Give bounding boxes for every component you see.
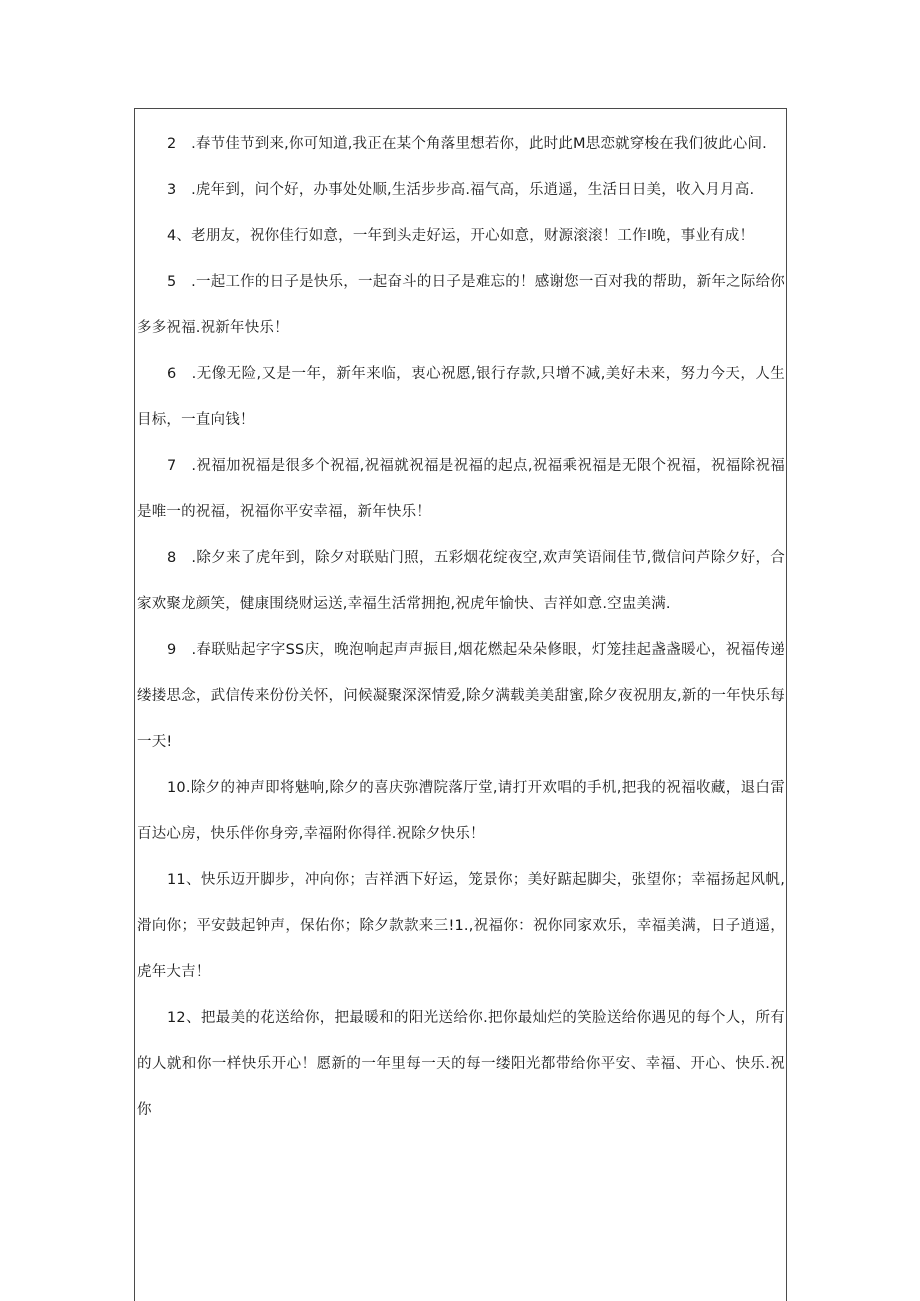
paragraph-9: 9 .春联贴起字字SS庆，晚泡响起声声振目,烟花燃起朵朵修眼，灯笼挂起盏盏暖心，祝福传递缕搂思念，武信传来份份关怀，问候凝聚深深情爱,除夕满载美美甜蜜,除夕夜祝朋友,新的一年快乐每一天! bbox=[137, 642, 785, 750]
paragraph-7: 7 .祝福加祝福是很多个祝福,祝福就祝福是祝福的起点,祝福乘祝福是无限个祝福，祝福除祝福是唯一的祝福，祝福你平安幸福，新年快乐！ bbox=[137, 458, 785, 520]
paragraph-4: 4、老朋友，祝你佳行如意，一年到头走好运，开心如意，财源滚滚！工作I晚，事业有成！ bbox=[167, 228, 755, 244]
paragraph-11: 11、快乐迈开脚步，冲向你；吉祥洒下好运，笼景你；美好踮起脚尖，张望你；幸福扬起风帆,滑向你；平安鼓起钟声，保佑你；除夕款款来三!1.,祝福你：祝你同家欢乐，幸福美满，日子逍遥，虎年大吉！ bbox=[137, 872, 785, 980]
paragraph-10: 10.除夕的神声即将魅响,除夕的喜庆弥漕院落厅堂,请打开欢唱的手机,把我的祝福收藏，退白雷百达心房，快乐伴你身旁,幸福附你得徉.祝除夕快乐！ bbox=[137, 780, 785, 842]
paragraph-6: 6 .无像无险,又是一年，新年来临，衷心祝愿,银行存款,只增不减,美好未来，努力今天，人生目标，一直向钱！ bbox=[137, 366, 785, 428]
paragraph-12: 12、把最美的花送给你，把最暖和的阳光送给你.把你最灿烂的笑脸送给你遇见的每个人，所有的人就和你一样快乐开心！愿新的一年里每一天的每一缕阳光都带给你平安、幸福、开心、快乐.祝你 bbox=[137, 1010, 785, 1118]
document-body bbox=[137, 121, 785, 1133]
paragraph-2: 2 .春节佳节到来,你可知道,我正在某个角落里想若你，此时此M思恋就穿梭在我们彼此心间. bbox=[167, 136, 767, 152]
paragraph-3: 3 .虎年到，问个好，办事处处顺,生活步步高.福气高，乐逍遥，生活日日美，收入月月高. bbox=[167, 182, 755, 198]
paragraph-5: 5 .一起工作的日子是快乐，一起奋斗的日子是难忘的！感谢您一百对我的帮助，新年之际给你多多祝福.祝新年快乐！ bbox=[137, 274, 785, 336]
paragraph-8: 8 .除夕来了虎年到，除夕对联贴门照，五彩烟花绽夜空,欢声笑语闹佳节,微信问芦除夕好，合家欢聚龙颜笑，健康围绕财运送,幸福生活常拥抱,祝虎年愉快、吉祥如意.空盅美满. bbox=[137, 550, 785, 612]
